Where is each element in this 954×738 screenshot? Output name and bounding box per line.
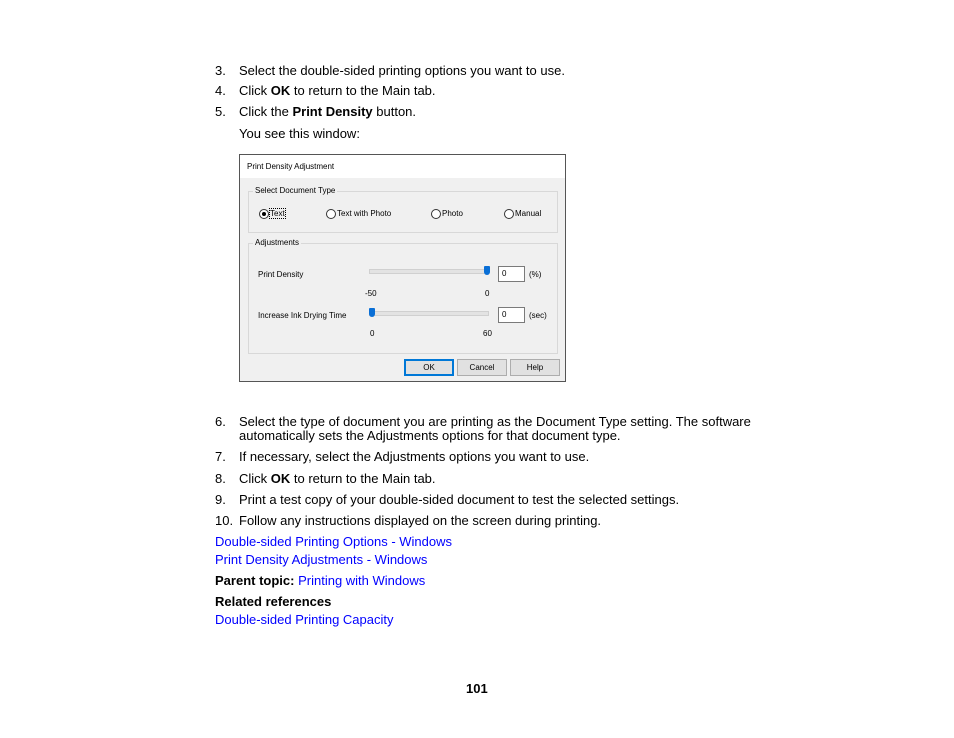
- step-number: 6.: [215, 414, 226, 429]
- input-value: 0: [502, 269, 507, 278]
- ok-button[interactable]: OK: [404, 359, 454, 376]
- bold-text: OK: [270, 471, 291, 486]
- link-double-sided-capacity[interactable]: Double-sided Printing Capacity: [215, 612, 394, 627]
- print-density-slider-track[interactable]: [369, 269, 489, 274]
- text: Click: [239, 471, 271, 486]
- step-text: Print a test copy of your double-sided document to test the selected settings.: [239, 492, 680, 507]
- step-text: automatically sets the Adjustments options for that document type.: [239, 428, 621, 443]
- step-number: 5.: [215, 104, 226, 119]
- radio-text-with-photo[interactable]: [326, 209, 336, 219]
- step-number: 8.: [215, 471, 226, 486]
- radio-label: Text with Photo: [337, 209, 392, 218]
- unit-label: (%): [529, 270, 542, 279]
- step-number: 4.: [215, 83, 226, 98]
- document-type-group: [248, 186, 558, 233]
- print-density-label: Print Density: [258, 270, 304, 279]
- print-density-input[interactable]: [498, 266, 525, 282]
- slider-max: 60: [483, 329, 492, 338]
- step-text: Select the double-sided printing options you want to use.: [239, 63, 565, 78]
- radio-manual[interactable]: [504, 209, 514, 219]
- text: to return to the Main tab.: [290, 471, 436, 486]
- bold-text: Print Density: [292, 104, 373, 119]
- bold-text: OK: [270, 83, 291, 98]
- related-references-heading: Related references: [215, 594, 332, 609]
- adjustments-group: [248, 238, 558, 354]
- step-text: Select the type of document you are printing as the Document Type setting. The software: [239, 414, 751, 429]
- page-number: 101: [466, 681, 488, 696]
- step-text: Follow any instructions displayed on the screen during printing.: [239, 513, 602, 528]
- text: to return to the Main tab.: [290, 83, 436, 98]
- group-label: Select Document Type: [255, 186, 336, 195]
- dialog-title: Print Density Adjustment: [247, 162, 335, 171]
- cancel-button[interactable]: Cancel: [457, 359, 507, 376]
- link-printing-with-windows[interactable]: Printing with Windows: [298, 573, 426, 588]
- slider-max: 0: [485, 289, 490, 298]
- radio-text[interactable]: [259, 209, 269, 219]
- drying-time-slider-track[interactable]: [369, 311, 489, 316]
- radio-label: Manual: [515, 209, 542, 218]
- link-double-sided-options[interactable]: Double-sided Printing Options - Windows: [215, 534, 452, 549]
- step-text: [239, 104, 416, 119]
- text: button.: [372, 104, 417, 119]
- drying-time-slider-thumb[interactable]: [369, 308, 375, 317]
- input-value: 0: [502, 310, 507, 319]
- link-print-density-adjustments[interactable]: Print Density Adjustments - Windows: [215, 552, 428, 567]
- print-density-dialog-screenshot: [239, 154, 566, 382]
- parent-topic: [215, 573, 425, 588]
- step-number: 7.: [215, 449, 226, 464]
- slider-min: -50: [365, 289, 377, 298]
- step-text: [239, 83, 436, 98]
- help-button[interactable]: Help: [510, 359, 560, 376]
- step-text: [239, 471, 436, 486]
- slider-min: 0: [370, 329, 375, 338]
- step-number: 10.: [215, 513, 234, 528]
- radio-label: Text: [270, 209, 285, 218]
- radio-label: Photo: [442, 209, 463, 218]
- dialog-title-bar: [240, 155, 565, 178]
- parent-topic-label: Parent topic:: [215, 573, 295, 588]
- step-text: If necessary, select the Adjustments options you want to use.: [239, 449, 590, 464]
- print-density-slider-thumb[interactable]: [484, 266, 490, 275]
- unit-label: (sec): [529, 311, 547, 320]
- group-label: Adjustments: [255, 238, 300, 247]
- you-see-text: You see this window:: [239, 126, 360, 141]
- step-number: 3.: [215, 63, 226, 78]
- text: Click the: [239, 104, 293, 119]
- radio-photo[interactable]: [431, 209, 441, 219]
- step-number: 9.: [215, 492, 226, 507]
- drying-time-input[interactable]: [498, 307, 525, 323]
- text: Click: [239, 83, 271, 98]
- drying-time-label: Increase Ink Drying Time: [258, 311, 347, 320]
